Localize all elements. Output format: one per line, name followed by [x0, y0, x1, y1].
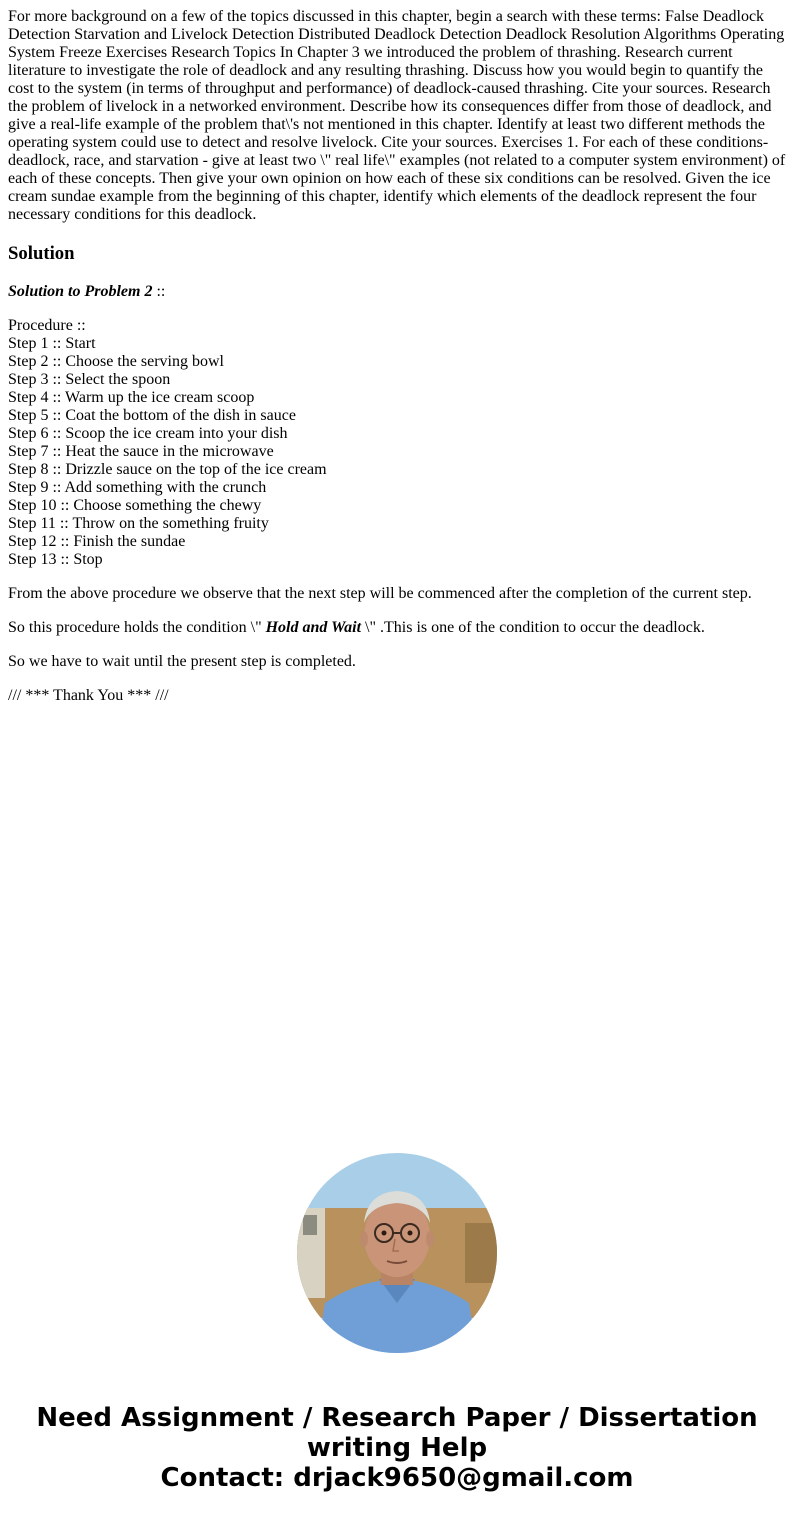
document-body	[8, 8, 786, 721]
procedure-step: Step 13 :: Stop	[8, 551, 103, 568]
problem-label-line	[8, 283, 786, 301]
procedure-step: Step 12 :: Finish the sundae	[8, 533, 186, 550]
procedure-step: Step 11 :: Throw on the something fruity	[8, 515, 269, 532]
wait-note: So we have to wait until the present step is completed.	[8, 653, 356, 670]
problem-label-suffix: ::	[152, 283, 166, 300]
question-text: For more background on a few of the topics discussed in this chapter, begin a search with these terms: False Deadlock Detection Starvation and Livelock Detection Distributed Deadlock Detection Deadlock Resolution Algorithms Operating System Freeze Exercises Research Topics In Chapter 3 we introduced the problem of thrashing. Research current literature to investigate the role of deadlock and any resulting thrashing. Discuss how you would begin to quantify the cost to the system (in terms of throughput and performance) of deadlock-caused thrashing. Cite your sources. Research the problem of livelock in a networked environment. Describe how its consequences differ from those of deadlock, and give a real-life example of the problem that\'s not mentioned in this chapter. Identify at least two different methods the operating system could use to detect and resolve livelock. Cite your sources. Exercises 1. For each of these conditions- deadlock, race, and starvation - give at least two \" real life\" examples (not related to a computer system environment) of each of these concepts. Then give your own opinion on how each of these six conditions can be resolved. Given the ice cream sundae example from the beginning of this chapter, identify which elements of the deadlock represent the four necessary conditions for this deadlock.	[8, 8, 786, 223]
observation-text: From the above procedure we observe that the next step will be commenced after the completion of the current step.	[8, 585, 752, 602]
solution-heading: Solution	[8, 243, 75, 264]
problem-label: Solution to Problem 2	[8, 283, 153, 300]
procedure-step: Step 7 :: Heat the sauce in the microwave	[8, 443, 274, 460]
promo-line-2: writing Help	[306, 1433, 488, 1463]
procedure-step: Step 4 :: Warm up the ice cream scoop	[8, 389, 255, 406]
procedure-step: Step 3 :: Select the spoon	[8, 371, 171, 388]
promo-footer	[0, 1403, 794, 1493]
procedure-step: Step 2 :: Choose the serving bowl	[8, 353, 224, 370]
condition-text	[8, 619, 786, 637]
procedure-step: Step 8 :: Drizzle sauce on the top of the ice cream	[8, 461, 327, 478]
procedure-step: Step 9 :: Add something with the crunch	[8, 479, 267, 496]
promo-line-1: Need Assignment / Research Paper / Dissertation	[36, 1403, 758, 1433]
condition-prefix: So this procedure holds the condition \"	[8, 619, 266, 636]
promo-contact: Contact: drjack9650@gmail.com	[160, 1463, 634, 1493]
thank-you-text: /// *** Thank You *** ///	[8, 687, 169, 704]
procedure-step: Step 6 :: Scoop the ice cream into your dish	[8, 425, 288, 442]
person-photo-icon	[297, 1153, 497, 1353]
procedure-step: Step 5 :: Coat the bottom of the dish in sauce	[8, 407, 296, 424]
condition-suffix: \" .This is one of the condition to occur the deadlock.	[361, 619, 705, 636]
procedure-label: Procedure ::	[8, 317, 86, 334]
condition-term: Hold and Wait	[265, 619, 362, 636]
procedure-list	[8, 317, 786, 569]
author-avatar	[297, 1153, 497, 1353]
procedure-step: Step 1 :: Start	[8, 335, 96, 352]
procedure-step: Step 10 :: Choose something the chewy	[8, 497, 262, 514]
